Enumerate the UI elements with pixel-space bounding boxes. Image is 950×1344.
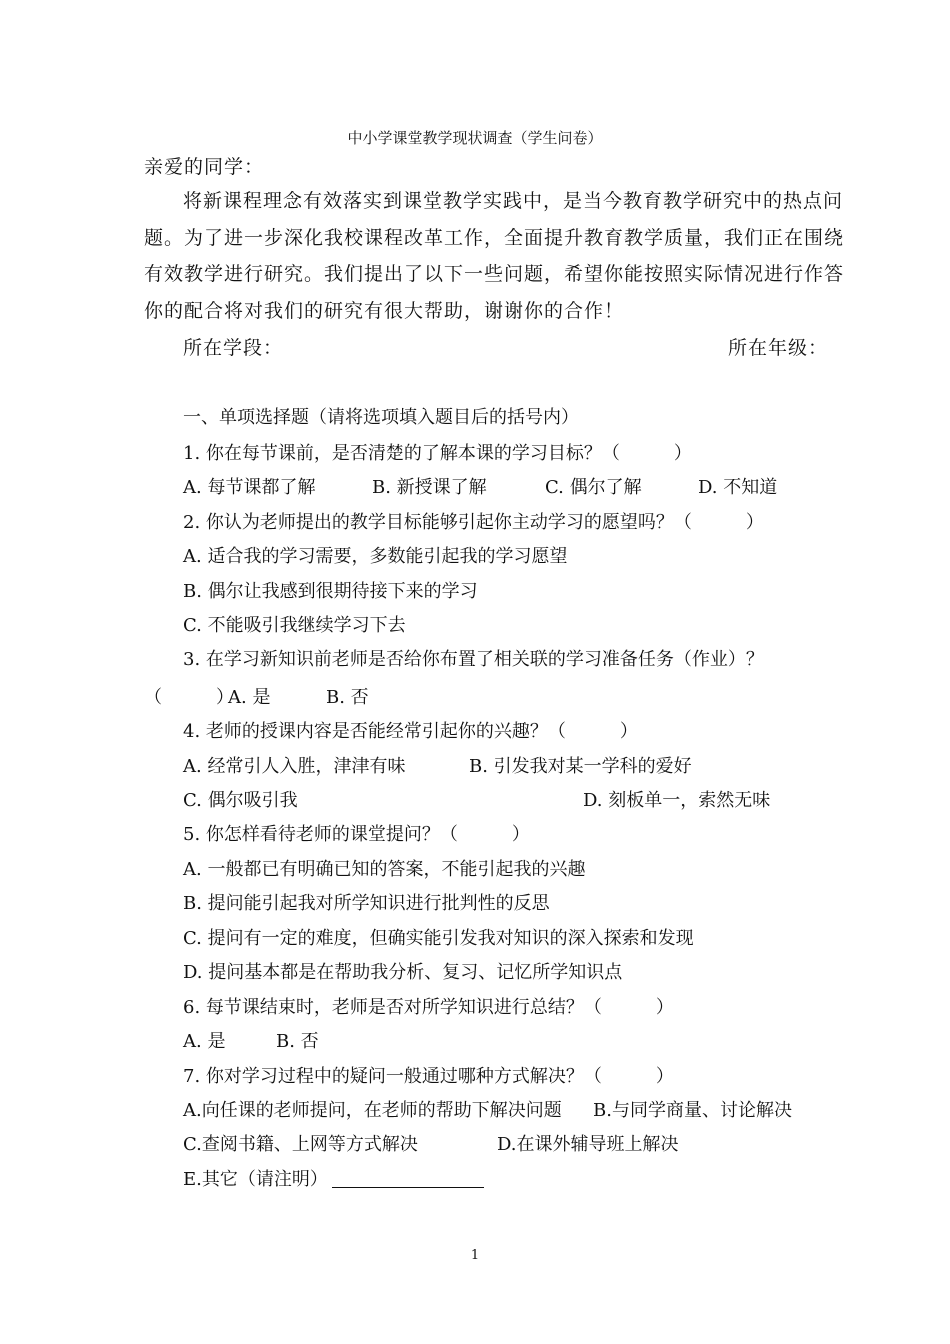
intro-line-3: 有效教学进行研究。我们提出了以下一些问题，希望你能按照实际情况进行作答 (144, 263, 845, 285)
school-stage-field[interactable]: 所在学段： (183, 337, 284, 359)
q7-option-d[interactable]: D.在课外辅导班上解决 (497, 1134, 679, 1155)
q6-option-a[interactable]: A. 是 (183, 1031, 226, 1052)
fill-in-line[interactable] (332, 1171, 484, 1188)
greeting: 亲爱的同学： (144, 156, 265, 178)
q7-option-a[interactable]: A.向任课的老师提问，在老师的帮助下解决问题 (183, 1100, 562, 1121)
intro-line-1: 将新课程理念有效落实到课堂教学实践中，是当今教育教学研究中的热点问 (183, 190, 844, 212)
question-6: 6. 每节课结束时，老师是否对所学知识进行总结？（ ） (183, 997, 674, 1018)
intro-line-2: 题。为了进一步深化我校课程改革工作，全面提升教育教学质量，我们正在围绕 (144, 227, 845, 249)
question-4: 4. 老师的授课内容是否能经常引起你的兴趣？（ ） (183, 721, 638, 742)
q7-option-e[interactable] (183, 1165, 484, 1191)
q1-option-b[interactable]: B. 新授课了解 (372, 477, 487, 498)
q7-option-c[interactable]: C.查阅书籍、上网等方式解决 (183, 1134, 418, 1155)
q1-option-d[interactable]: D. 不知道 (698, 477, 778, 498)
q4-option-c[interactable]: C. 偶尔吸引我 (183, 790, 298, 811)
q2-option-a[interactable]: A. 适合我的学习需要，多数能引起我的学习愿望 (183, 546, 568, 567)
q5-option-a[interactable]: A. 一般都已有明确已知的答案，不能引起我的兴趣 (183, 859, 586, 880)
q6-option-b[interactable]: B. 否 (276, 1031, 319, 1052)
q4-option-a[interactable]: A. 经常引人入胜，津津有味 (183, 756, 406, 777)
q1-option-c[interactable]: C. 偶尔了解 (545, 477, 642, 498)
question-7: 7. 你对学习过程中的疑问一般通过哪种方式解决？（ ） (183, 1066, 674, 1087)
q2-option-c[interactable]: C. 不能吸引我继续学习下去 (183, 615, 406, 636)
question-5: 5. 你怎样看待老师的课堂提问？（ ） (183, 824, 530, 845)
q7-option-b[interactable]: B.与同学商量、讨论解决 (593, 1100, 792, 1121)
grade-field[interactable]: 所在年级： (728, 337, 829, 359)
q5-option-c[interactable]: C. 提问有一定的难度，但确实能引发我对知识的深入探索和发现 (183, 928, 694, 949)
question-1: 1. 你在每节课前，是否清楚的了解本课的学习目标？（ ） (183, 443, 692, 464)
q4-option-b[interactable]: B. 引发我对某一学科的爱好 (469, 756, 692, 777)
q2-option-b[interactable]: B. 偶尔让我感到很期待接下来的学习 (183, 581, 478, 602)
intro-line-4: 你的配合将对我们的研究有很大帮助，谢谢你的合作！ (144, 300, 625, 322)
page-number: 1 (470, 1248, 480, 1263)
q4-option-d[interactable]: D. 刻板单一，索然无味 (583, 790, 771, 811)
q5-option-d[interactable]: D. 提问基本都是在帮助我分析、复习、记忆所学知识点 (183, 962, 623, 983)
question-3: 3. 在学习新知识前老师是否给你布置了相关联的学习准备任务（作业）？ (183, 649, 764, 670)
q3-option-b[interactable]: B. 否 (326, 687, 369, 708)
question-2: 2. 你认为老师提出的教学目标能够引起你主动学习的愿望吗？（ ） (183, 512, 764, 533)
section-heading: 一、单项选择题（请将选项填入题目后的括号内） (183, 407, 579, 428)
q3-option-a[interactable]: A. 是 (228, 687, 271, 708)
q5-option-b[interactable]: B. 提问能引起我对所学知识进行批判性的反思 (183, 893, 550, 914)
document-title: 中小学课堂教学现状调查（学生问卷） (347, 129, 603, 147)
q1-option-a[interactable]: A. 每节课都了解 (183, 477, 316, 498)
q7-option-e-label: E.其它（请注明） (183, 1169, 328, 1190)
q3-answer-blank[interactable]: （ ） (144, 687, 234, 708)
